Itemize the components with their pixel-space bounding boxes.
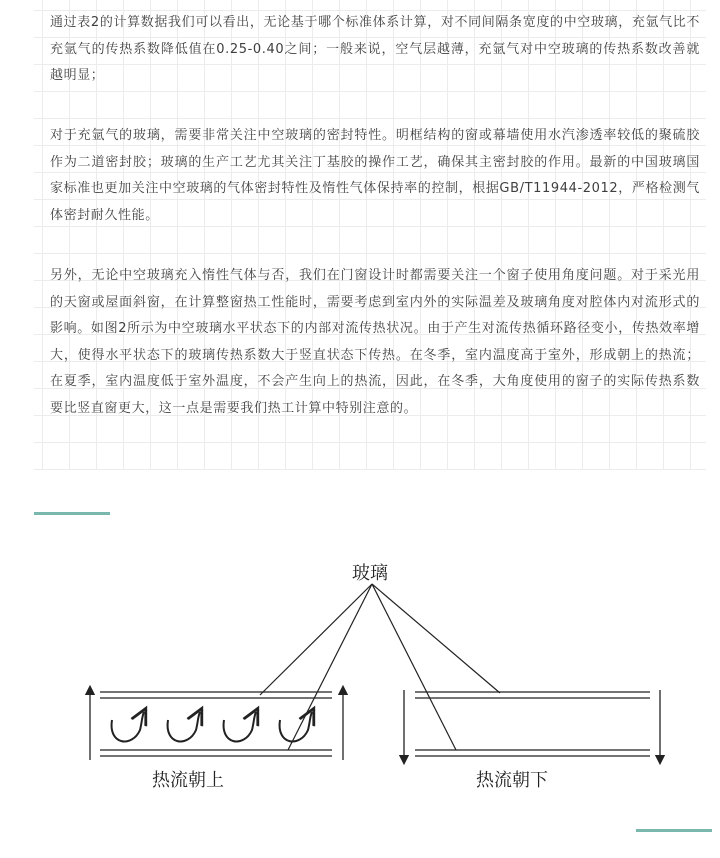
right-glass-panel <box>404 690 660 760</box>
paragraph-window-angle: 另外，无论中空玻璃充入惰性气体与否，我们在门窗设计时都需要关注一个窗子使用角度问题。对于采光用的天窗或屋面斜窗，在计算整窗热工性能时，需要考虑到室内外的实际温差及玻璃角度对腔体内对流形式的影响。如图2所示为中空玻璃水平状态下的内部对流传热状况。由于产生对流传热循环路径变小，传热效率增大，使得水平状态下的玻璃传热系数大于竖直状态下传热。在冬季，室内温度高于室外，形成朝上的热流；在夏季，室内温度低于室外温度，不会产生向上的热流，因此，在冬季，大角度使用的窗子的实际传热系数要比竖直窗更大，这一点是需要我们热工计算中特别注意的。 <box>50 268 700 416</box>
convection-diagram <box>70 550 680 800</box>
convection-swirl-3 <box>224 712 256 741</box>
convection-swirl-4 <box>280 712 312 741</box>
glass-label: 玻璃 <box>352 563 388 584</box>
paragraph-argon-comparison: 通过表2的计算数据我们可以看出，无论基于哪个标准体系计算，对不同间隔条宽度的中空玻璃，充氩气比不充氩气的传热系数降低值在0.25-0.40之间；一般来说，空气层越薄，充氩气对中空玻璃的传热系数改善就越明显； <box>50 15 700 83</box>
heat-down-label: 热流朝下 <box>476 770 548 791</box>
glass-leader-lines <box>260 584 500 750</box>
convection-swirl-2 <box>168 712 200 741</box>
paragraph-sealing-properties: 对于充氩气的玻璃，需要非常关注中空玻璃的密封特性。明框结构的窗或幕墙使用水汽渗透率较低的聚硫胶作为二道密封胶；玻璃的生产工艺尤其关注丁基胶的操作工艺，确保其主密封胶的作用。最新的中国玻璃国家标准也更加关注中空玻璃的气体密封特性及惰性气体保持率的控制，根据GB/T11944-2012，严格检测气体密封耐久性能。 <box>50 128 700 223</box>
heat-up-label: 热流朝上 <box>152 770 224 791</box>
left-glass-panel <box>90 690 343 760</box>
convection-swirl-1 <box>112 712 144 741</box>
accent-divider-top <box>34 512 110 515</box>
accent-divider-bottom <box>636 829 712 832</box>
